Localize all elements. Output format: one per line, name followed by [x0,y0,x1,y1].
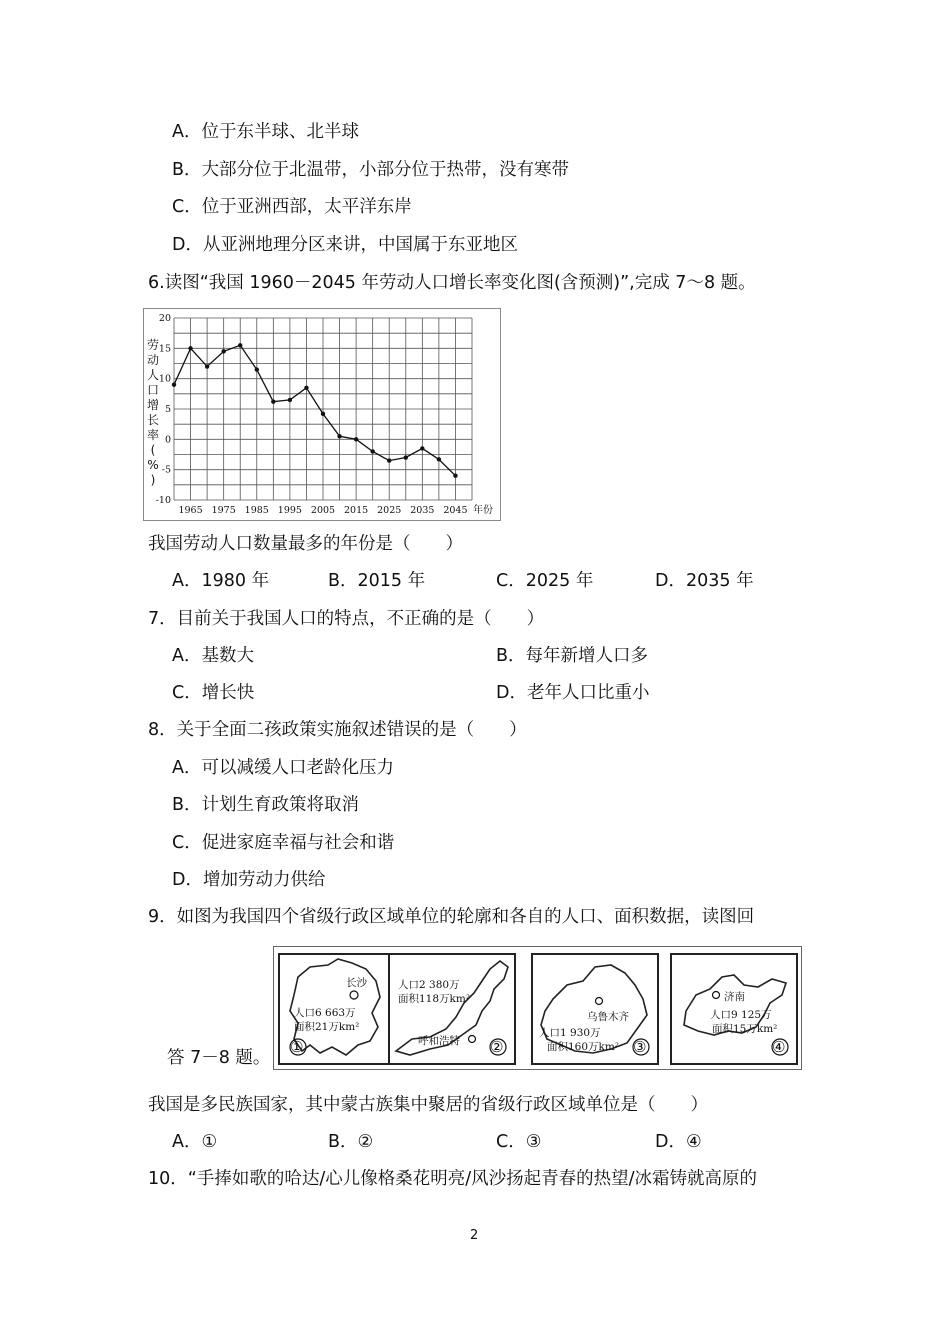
map-panel-2 [388,953,516,1065]
data-point [354,437,358,441]
y-axis-label-char: ) [150,473,156,487]
y-axis-label-char: 人 [146,368,160,382]
option-d: D．从亚洲地理分区来讲，中国属于东亚地区 [172,235,518,255]
question-9-options [0,1130,950,1154]
y-tick-label: 10 [158,373,171,385]
option-a: A．位于东半球、北半球 [172,122,359,142]
y-axis-label-char: ( [150,443,156,457]
question-9-stem-cont: 答 7－8 题。 [167,1048,271,1068]
map-4-pop: 人口9 125万 [710,1009,772,1021]
q9-option-b: B．② [328,1132,374,1152]
y-tick-label: 20 [158,313,171,324]
data-point [288,398,292,402]
q8-option-a: A．可以减缓人口老龄化压力 [172,758,394,778]
option-c: C．位于亚洲西部，太平洋东岸 [172,197,412,217]
question-6-stem: 6.读图“我国 1960－2045 年劳动人口增长率变化图(含预测)”,完成 7～8 题。 [148,273,756,293]
data-point [304,386,308,390]
question-7-options-row1 [0,644,950,668]
chart-svg [144,309,500,520]
x-tick-label: 1965 [178,505,203,516]
map-2-number: ② [490,1038,504,1056]
y-axis-label-char: 口 [146,383,160,397]
data-point [205,364,209,368]
y-tick-label: -5 [161,464,171,476]
y-axis-label-char: 动 [146,353,160,367]
labor-growth-chart [143,308,501,521]
q6-option-b: B．2015 年 [328,571,426,591]
data-point [387,458,391,462]
map-3-pop: 人口1 930万 [539,1027,601,1039]
q9-option-c: C．③ [496,1132,542,1152]
map-panel-3 [531,953,659,1065]
y-tick-label: 15 [158,343,171,355]
data-point [321,412,325,416]
x-tick-label: 1995 [277,505,302,516]
question-9-prompt: 我国是多民族国家，其中蒙古族集中聚居的省级行政区域单位是（ ） [148,1095,708,1115]
map-panel-4 [670,953,798,1065]
map-1-pop: 人口6 663万 [294,1007,356,1019]
q7-option-c: C．增长快 [172,683,255,703]
map-1-number: ① [290,1038,304,1056]
data-point [370,449,374,453]
option-b: B．大部分位于北温带，小部分位于热带，没有寒带 [172,160,570,180]
y-axis-label-char: % [147,458,159,472]
q9-option-a: A．① [172,1132,218,1152]
map-2-area: 面积118万km² [398,993,471,1005]
data-point [420,446,424,450]
q6-option-d: D．2035 年 [655,571,754,591]
q6-option-c: C．2025 年 [496,571,594,591]
y-axis-label-char: 长 [146,413,160,427]
data-point [172,383,176,387]
data-point [188,346,192,350]
x-tick-label: 1975 [211,505,236,516]
map-3-number: ③ [633,1038,647,1056]
question-7-options-row2 [0,681,950,705]
data-point [404,455,408,459]
q8-option-c: C．促进家庭幸福与社会和谐 [172,833,395,853]
y-axis-label-char: 劳 [146,338,160,352]
q9-option-d: D．④ [655,1132,702,1152]
x-tick-label: 2015 [344,505,369,516]
x-tick-label: 2025 [377,505,402,516]
y-axis-label-char: 增 [146,398,160,412]
data-point [238,343,242,347]
map-2-pop: 人口2 380万 [398,979,460,991]
map-4-area: 面积15万km² [712,1023,778,1035]
map-4-number: ④ [772,1038,786,1056]
question-9-stem: 9．如图为我国四个省级行政区域单位的轮廓和各自的人口、面积数据，读图回 [148,907,755,927]
x-tick-label: 2005 [310,505,336,516]
q7-option-b: B．每年新增人口多 [496,646,649,666]
series-line [174,345,455,475]
map-1-area: 面积21万km² [294,1021,360,1033]
question-6-prompt: 我国劳动人口数量最多的年份是（ ） [148,534,463,554]
data-point [337,434,341,438]
map-3-area: 面积160万km² [547,1041,620,1053]
map-4-city: 济南 [724,991,745,1003]
data-point [437,457,441,461]
data-point [271,400,275,404]
question-7-stem: 7．目前关于我国人口的特点，不正确的是（ ） [148,609,545,629]
map-1-city: 长沙 [346,977,367,989]
x-tick-label: 2035 [410,505,435,516]
q6-option-a: A．1980 年 [172,571,270,591]
question-8-stem: 8．关于全面二孩政策实施叙述错误的是（ ） [148,720,527,740]
data-point [255,367,259,371]
q8-option-b: B．计划生育政策将取消 [172,795,360,815]
x-tick-label: 2045 [443,505,468,516]
x-axis-label: 年份 [473,505,493,516]
y-axis-label-char: 率 [146,428,160,442]
q8-option-d: D．增加劳动力供给 [172,870,326,890]
map-2-city: 呼和浩特 [418,1035,460,1047]
map-panel-1 [278,953,397,1065]
map-3-city: 乌鲁木齐 [587,1011,629,1023]
q7-option-d: D．老年人口比重小 [496,683,650,703]
data-point [453,474,457,478]
question-6-options [0,569,950,593]
y-tick-label: 5 [164,404,171,415]
q7-option-a: A．基数大 [172,646,254,666]
y-tick-label: -10 [155,495,171,506]
data-point [221,349,225,353]
province-maps [273,946,802,1070]
x-tick-label: 1985 [244,505,269,516]
page-number: 2 [470,1228,479,1243]
question-10-stem: 10．“手捧如歌的哈达/心儿像格桑花明亮/风沙扬起青春的热望/冰霜铸就高原的 [148,1169,758,1189]
y-tick-label: 0 [164,434,171,446]
